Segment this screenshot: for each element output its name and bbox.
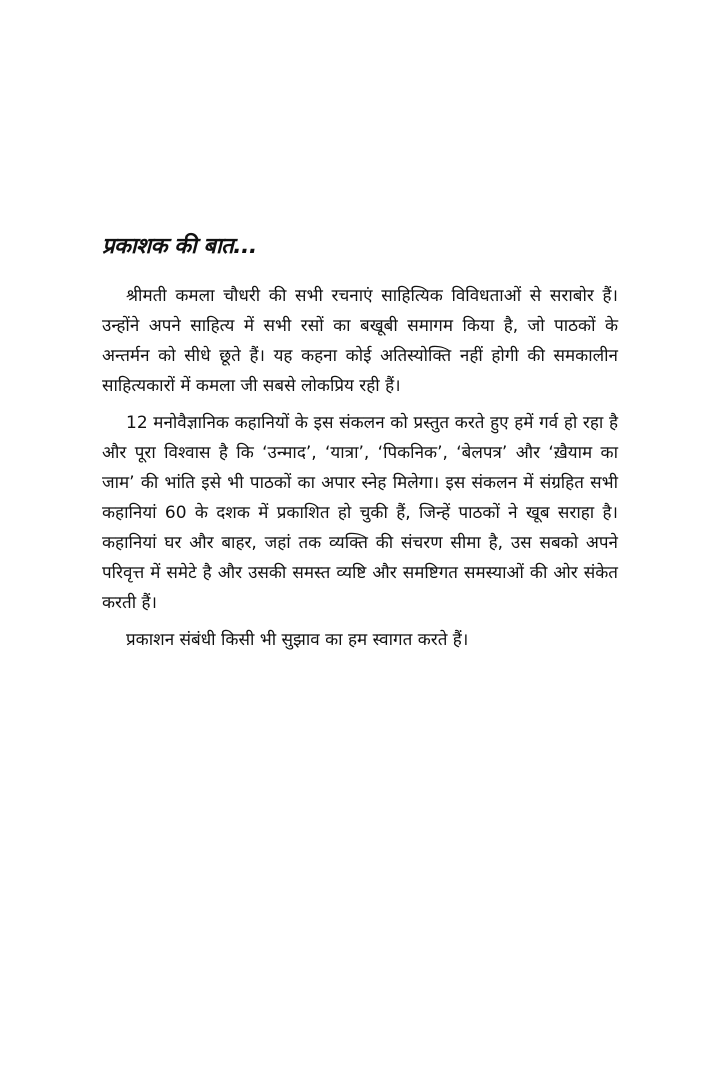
page-title: प्रकाशक की बात... (102, 234, 257, 259)
paragraph-intro: श्रीमती कमला चौधरी की सभी रचनाएं साहित्यिक विविधताओं से सराबोर हैं। उन्होंने अपने साहित्य में सभी रसों का बखूबी समागम किया है, जो पाठकों के अन्तर्मन को सीधे छूते हैं। यह कहना कोई अतिस्योक्ति नहीं होगी की समकालीन साहित्यकारों में कमला जी सबसे लोकप्रिय रही हैं। (102, 286, 618, 396)
paragraph-collection: 12 मनोवैज्ञानिक कहानियों के इस संकलन को प्रस्तुत करते हुए हमें गर्व हो रहा है और पूरा विश्वास है कि ‘उन्माद’, ‘यात्रा’, ‘पिकनिक’, ‘बेलपत्र’ और ‘ख़ैयाम का जाम’ की भांति इसे भी पाठकों का अपार स्नेह मिलेगा। इस संकलन में संग्रहित सभी कहानियां 60 के दशक में प्रकाशित हो चुकी हैं, जिन्हें पाठकों ने खूब सराहा है। कहानियां घर और बाहर, जहां तक व्यक्ति की संचरण सीमा है, उस सबको अपने परिवृत्त में समेटे है और उसकी समस्त व्यष्टि और समष्टिगत समस्याओं की ओर संकेत करती हैं। (102, 413, 618, 613)
body-text (102, 281, 618, 662)
paragraph-suggestions: प्रकाशन संबंधी किसी भी सुझाव का हम स्वागत करते हैं। (126, 630, 469, 650)
